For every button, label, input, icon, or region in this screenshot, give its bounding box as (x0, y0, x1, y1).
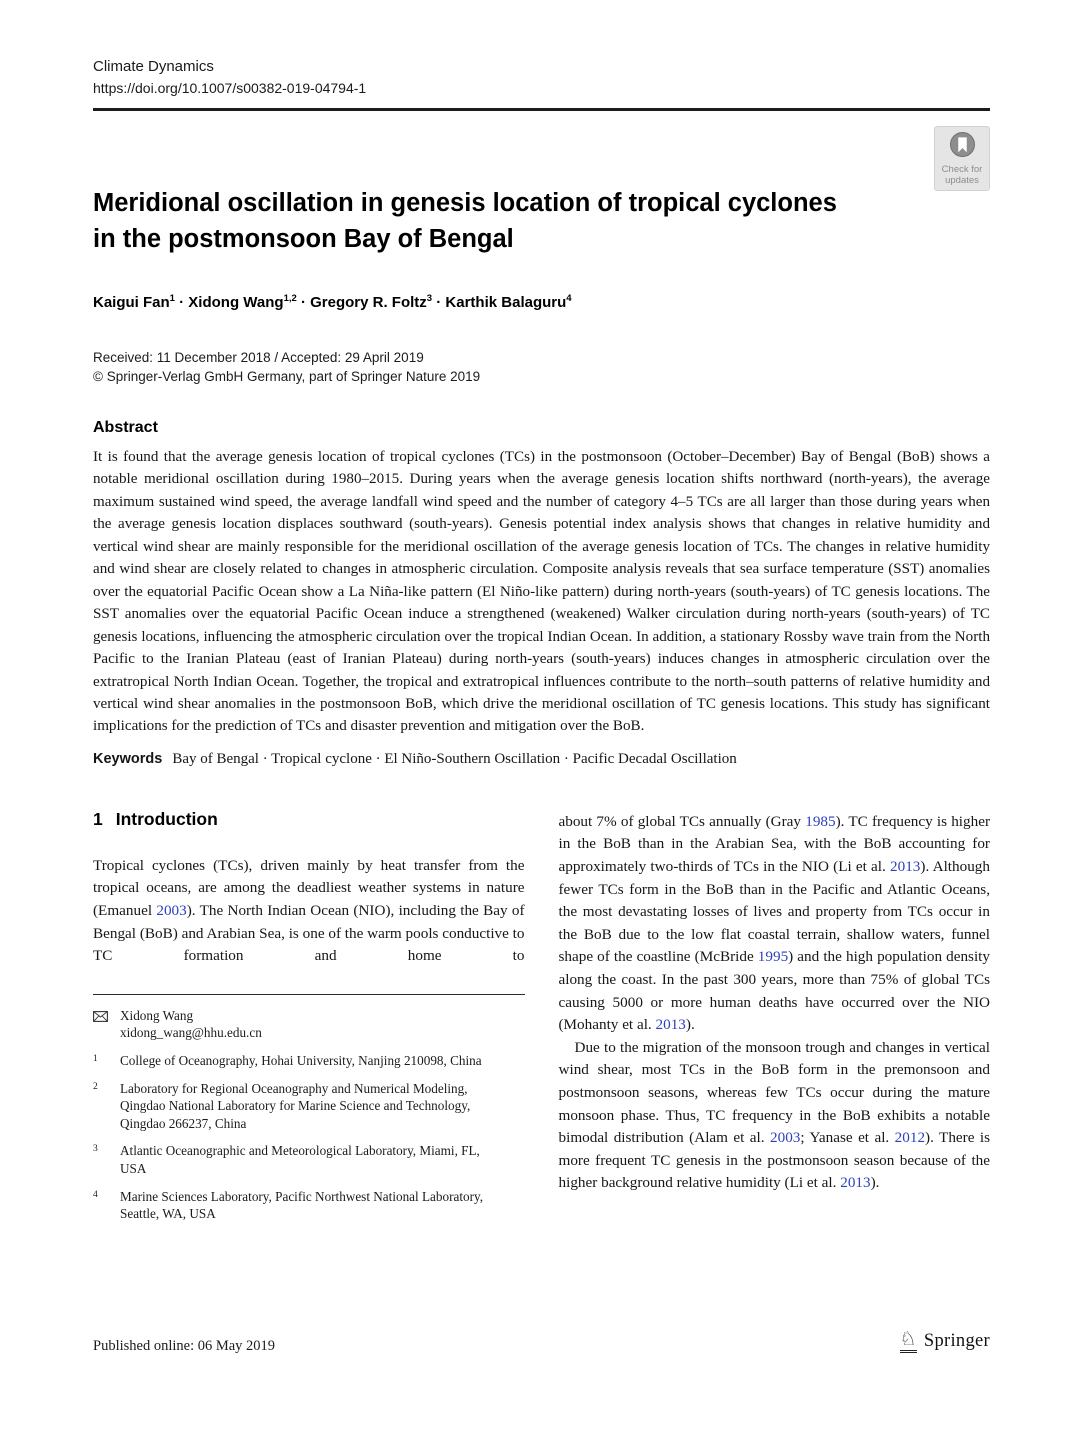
footnote-block (93, 994, 525, 1223)
keywords-row (93, 751, 990, 768)
abstract-heading: Abstract (93, 419, 158, 436)
springer-logo-text: Springer (923, 1331, 990, 1351)
affiliation-number: 2 (93, 1081, 98, 1092)
badge-label-line1: Check for (941, 164, 983, 175)
springer-logo (900, 1330, 990, 1353)
correspondence-text (120, 1007, 262, 1042)
springer-knight-icon: ♘ (900, 1330, 917, 1353)
affiliation-item (93, 1080, 525, 1133)
affiliation-item (93, 1142, 525, 1177)
affiliation-text: Atlantic Oceanographic and Meteorological Laboratory, Miami, FL, USA (120, 1143, 480, 1177)
abstract-text: It is found that the average genesis location of tropical cyclones (TCs) in the postmonsoon (October–December) Bay of Bengal (BoB) shows a notable meridional oscillation during 1980–2015. During years when the average genesis location shifts northward (north-years), the average maximum sustained wind speed, the average landfall wind speed and the number of category 4–5 TCs are all larger than those during years when the average genesis location displaces southward (south-years). Genesis potential index analysis shows that changes in relative humidity and vertical wind shear are mainly responsible for the meridional oscillation of the average genesis location of TCs. The changes in relative humidity and wind shear are closely related to changes in atmospheric circulation. Composite analysis reveals that sea surface temperature (SST) anomalies over the equatorial Pacific Ocean show a La Niña-like pattern (El Niño-like pattern) during north-years (south-years) of TC genesis locations. The SST anomalies over the equatorial Pacific Ocean induce a strengthened (weakened) Walker circulation during north-years (south-years) of TC genesis locations, influencing the atmospheric circulation over the tropical Indian Ocean. In addition, a stationary Rossby wave train from the North Pacific to the Iranian Plateau (east of Iranian Plateau) during north-years (south-years) induces changes in atmospheric circulation over the extratropical North Indian Ocean. Together, the tropical and extratropical influences contribute to the north–south patterns of relative humidity and vertical wind shear anomalies in the postmonsoon BoB, which drive the meridional oscillation of TC genesis locations. This study has significant implications for the prediction of TCs and disaster prevention and mitigation over the BoB. (93, 449, 990, 735)
citation-link[interactable]: 1985 (805, 812, 836, 830)
doi-link[interactable]: https://doi.org/10.1007/s00382-019-04794-1 (93, 80, 367, 96)
author-affiliation-superscript: 4 (566, 293, 572, 304)
published-online-line: Published online: 06 May 2019 (93, 1338, 276, 1354)
citation-link[interactable]: 2003 (156, 902, 187, 920)
check-for-updates-badge[interactable] (934, 126, 990, 191)
section-heading-introduction (93, 809, 525, 830)
keywords-label: Keywords (93, 750, 163, 767)
affiliation-text: Marine Sciences Laboratory, Pacific Northwest National Laboratory, Seattle, WA, USA (120, 1188, 484, 1222)
affiliation-text: College of Oceanography, Hohai University, Nanjing 210098, China (120, 1053, 482, 1069)
badge-label (937, 165, 987, 186)
affiliation-number: 4 (93, 1189, 98, 1200)
author-list: Kaigui Fan$^1$ · Xidong Wang$^{1,2}$ · Gregory R. Foltz$^3$ · Karthik Balaguru$^4$ (93, 293, 572, 311)
citation-link[interactable]: 2003 (770, 1129, 801, 1147)
correspondence (93, 1007, 525, 1042)
citation-link[interactable]: 2012 (894, 1129, 926, 1147)
envelope-icon (93, 1007, 120, 1042)
citation-link[interactable]: 2013 (840, 1174, 871, 1192)
body-paragraph: Due to the migration of the monsoon trough and changes in vertical wind shear, most TCs in the BoB form in the premonsoon and postmonsoon seasons, whereas few TCs occur during the mature monsoon phase. Thus, TC frequency in the BoB exhibits a notable bimodal distribution (Alam et al. 2003; Yanase et al. 2012). There is more frequent TC genesis in the postmonsoon season because of the higher background relative humidity (Li et al. 2013). (558, 1038, 991, 1192)
journal-name: Climate Dynamics (93, 58, 214, 75)
affiliation-text: Laboratory for Regional Oceanography and Numerical Modeling, Qingdao National Laboratory for Marine Science and Technology, Qingdao 266237, China (120, 1080, 471, 1131)
affiliation-item (93, 1052, 525, 1070)
header-rule (93, 108, 990, 111)
intro-paragraph: Tropical cyclones (TCs), driven mainly by heat transfer from the tropical oceans, are among the deadliest weather systems in nature (Emanuel 2003). The North Indian Ocean (NIO), including the Bay of Bengal (BoB) and Arabian Sea, is one of the warm pools conductive to TC formation and home to (93, 856, 525, 965)
section-title: Introduction (115, 808, 218, 829)
body-paragraph: about 7% of global TCs annually (Gray 1985). TC frequency is higher in the BoB than in the Arabian Sea, with the BoB accounting for approximately two-thirds of TCs in the NIO (Li et al. 2013). Although fewer TCs form in the BoB than in the Pacific and Atlantic Oceans, the most devastating losses of lives and property from TCs occur in the BoB due to the low flat coastal terrain, shallow waters, funnel shape of the coastline (McBride 1995) and the high population density along the coast. In the past 300 years, more than 75% of global TCs causing 5000 or more human deaths have occurred over the NIO (Mohanty et al. 2013). (558, 812, 990, 1034)
affiliation-number: 1 (93, 1054, 98, 1065)
right-column (559, 809, 991, 1223)
affiliation-item (93, 1188, 525, 1223)
citation-link[interactable]: 2013 (655, 1016, 686, 1034)
author-affiliation-superscript: 1,2 (283, 293, 297, 304)
page-title (93, 185, 990, 257)
keywords-text: Bay of Bengal · Tropical cyclone · El Niño-Southern Oscillation · Pacific Decadal Oscillation (172, 750, 737, 767)
copyright-line: © Springer-Verlag GmbH Germany, part of Springer Nature 2019 (93, 369, 481, 384)
title-line1: Meridional oscillation in genesis location of tropical cyclones (93, 189, 837, 217)
affiliation-number: 3 (93, 1144, 98, 1155)
citation-link[interactable]: 1995 (757, 948, 789, 966)
title-line2: in the postmonsoon Bay of Bengal (93, 225, 514, 253)
badge-label-line2: updates (945, 174, 979, 186)
author-affiliation-superscript: 3 (426, 293, 433, 304)
two-column-body (93, 809, 990, 1223)
citation-link[interactable]: 2013 (890, 858, 921, 876)
received-accepted-line: Received: 11 December 2018 / Accepted: 29 April 2019 (93, 350, 424, 365)
section-number: 1 (93, 808, 103, 829)
left-column (93, 809, 525, 1223)
article-meta (93, 348, 990, 386)
corresponding-author-email[interactable]: xidong_wang@hhu.edu.cn (120, 1025, 262, 1041)
corresponding-author-name: Xidong Wang (120, 1007, 194, 1023)
crossmark-bookmark-icon (950, 132, 975, 157)
author-affiliation-superscript: 1 (169, 293, 175, 304)
